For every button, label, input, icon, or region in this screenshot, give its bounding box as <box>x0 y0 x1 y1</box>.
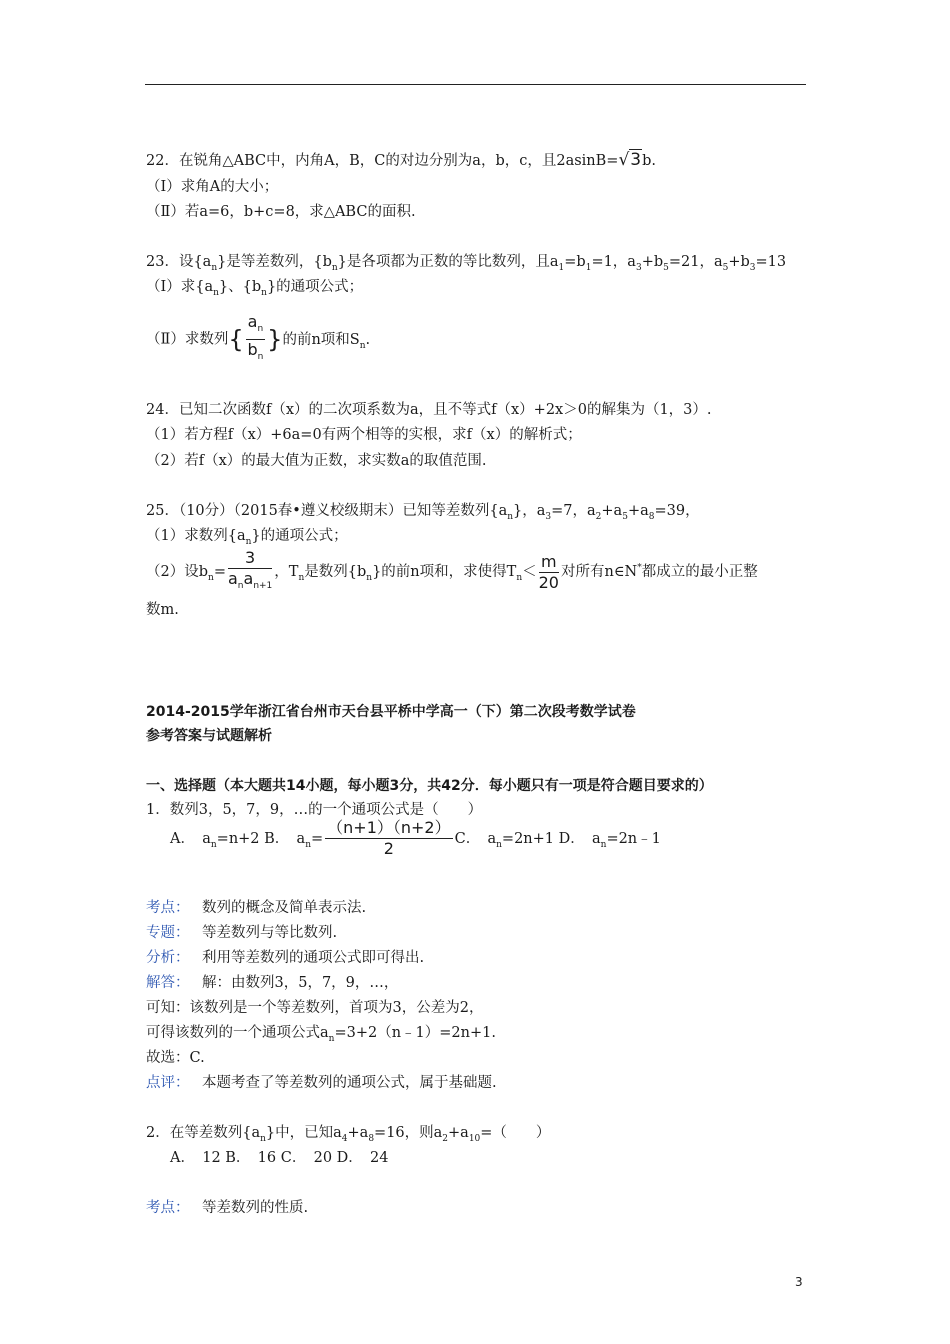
q25-part2-cont: 数m. <box>146 602 179 618</box>
a1-dianping: 点评： 本题考查了等差数列的通项公式，属于基础题. <box>146 1075 497 1091</box>
a2-options: A． 12 B． 16 C． 20 D． 24 <box>170 1150 389 1166</box>
q23-part2: （Ⅱ）求数列{ $\frac{a_n}{b_n}$ }的前n项和$S_n$. <box>146 312 370 367</box>
section-heading: 一、选择题（本大题共14小题，每小题3分，共42分．每小题只有一项是符合题目要求的） <box>146 778 713 794</box>
q23-stem: 23．设$\{a_n\}$是等差数列，$\{b_n\}$是各项都为正数的等比数列，且$a_1=b_1=1$，$a_3+b_5=21$，$a_5+b_3=13$ <box>146 254 787 273</box>
a1-jieda: 解答： 解：由数列3，5，7，9，…， <box>146 975 399 991</box>
q22-part2: （Ⅱ）若a=6，b+c=8，求△ABC的面积. <box>146 204 416 220</box>
fraction-bn: $\frac{3}{a_na_{n+1}}$ <box>227 548 273 592</box>
a1-question: 1．数列3，5，7，9，…的一个通项公式是（ ） <box>146 802 483 818</box>
q24-part1: （1）若方程f（x）+6a=0有两个相等的实根，求f（x）的解析式； <box>146 427 582 443</box>
sqrt-symbol: √3 <box>618 150 642 170</box>
a1-kaodian: 考点： 数列的概念及简单表示法. <box>146 900 367 916</box>
a1-step3: 故选：C. <box>146 1050 205 1066</box>
answer-subtitle: 参考答案与试题解析 <box>146 728 272 744</box>
q24-part2: （2）若f（x）的最大值为正数，求实数a的取值范围. <box>146 453 487 469</box>
answer-title: 2014-2015学年浙江省台州市天台县平桥中学高一（下）第二次段考数学试卷 <box>146 704 636 720</box>
a1-step2: 可得该数列的一个通项公式$a_n=3+2(n﹣1)=2n+1$. <box>146 1025 496 1044</box>
a1-fenxi: 分析： 利用等差数列的通项公式即可得出. <box>146 950 425 966</box>
a1-zhuanti: 专题： 等差数列与等比数列. <box>146 925 338 941</box>
q25-part2: （2）设$b_n=$ $\frac{3}{a_na_{n+1}}$ ，$T_n$是数列$\{b_n\}$的前n项和，求使得$T_n<$ $\frac{m}{20}$ 对所有n∈N*都成立的最小正整 <box>146 548 758 596</box>
fraction-option-b: $\frac{(n+1)(n+2)}{2}$ <box>327 818 451 858</box>
q25-stem: 25．（10分）（2015春•遵义校级期末）已知等差数列$\{a_n\}$，$a_3=7$，$a_2+a_5+a_8=39$， <box>146 503 700 522</box>
fraction-an-bn: $\frac{a_n}{b_n}$ <box>247 312 264 363</box>
header-rule <box>145 84 806 85</box>
q22-stem: 22．在锐角△ABC中，内角A，B，C的对边分别为a，b，c，且2asinB=√3b. <box>146 150 657 170</box>
q25-part1: （1）求数列$\{a_n\}$的通项公式； <box>146 528 348 547</box>
fraction-m20: $\frac{m}{20}$ <box>538 551 559 592</box>
page-number: 3 <box>795 1275 803 1289</box>
a2-kaodian: 考点： 等差数列的性质. <box>146 1200 309 1216</box>
q22-part1: （Ⅰ）求角A的大小； <box>146 179 279 195</box>
a1-step1: 可知：该数列是一个等差数列，首项为3，公差为2， <box>146 1000 484 1016</box>
q24-stem: 24．已知二次函数f（x）的二次项系数为a，且不等式f（x）+2x＞0的解集为（1，3）. <box>146 402 712 418</box>
q23-part1: （Ⅰ）求$\{a_n\}$、$\{b_n\}$的通项公式； <box>146 279 364 298</box>
a2-question: 2．在等差数列$\{a_n\}$中，已知$a_4+a_8=16$，则$a_2+a_{10}=$（ ） <box>146 1125 551 1144</box>
a1-options: A． $a_n=n+2$ B． $a_n=$ $\frac{(n+1)(n+2)}{2}$ C． $a_n=2n+1$ D． $a_n=2n﹣1$ <box>170 818 661 858</box>
